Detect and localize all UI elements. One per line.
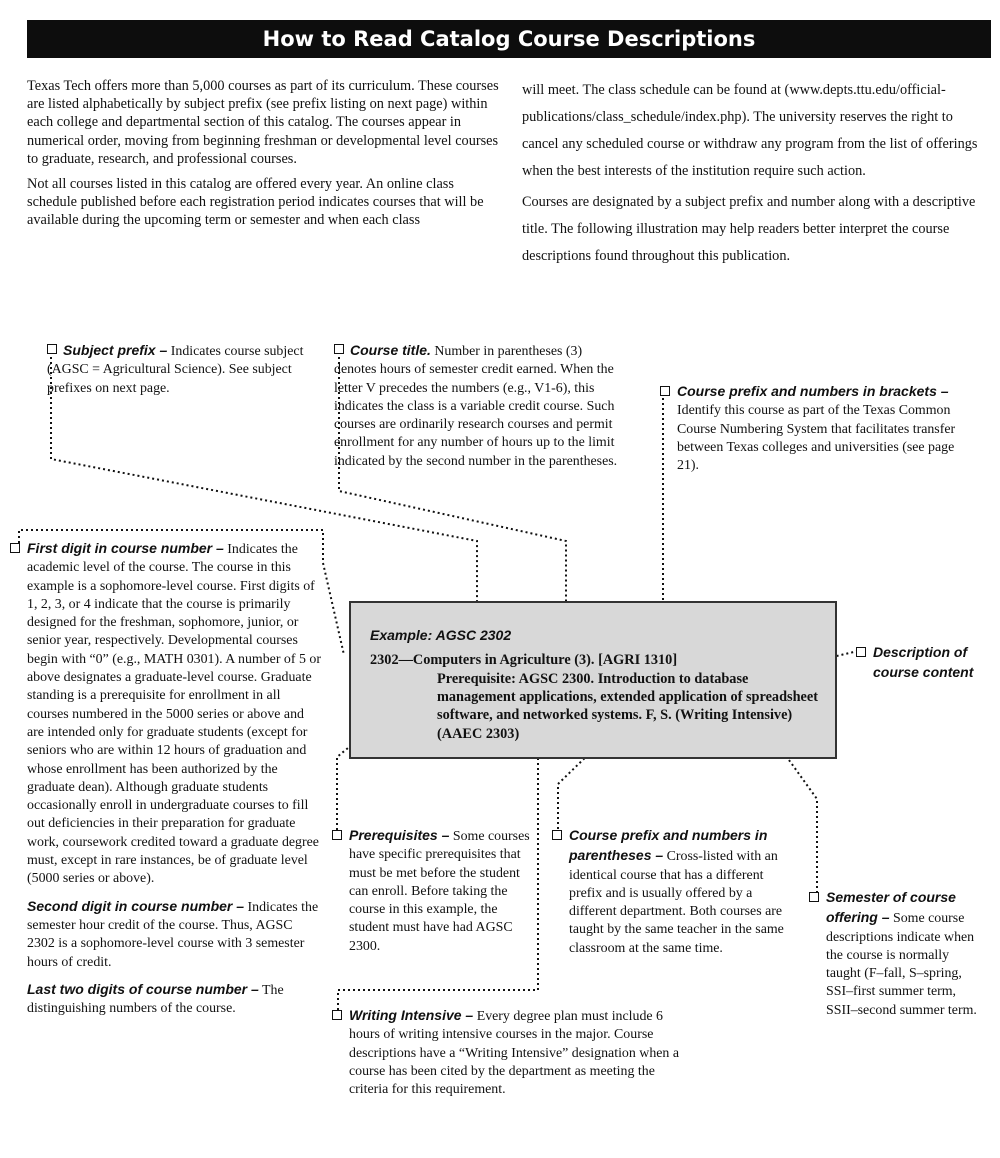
example-title: Example: AGSC 2302 xyxy=(370,627,512,643)
square-bullet-icon xyxy=(334,344,344,354)
annotation-brackets xyxy=(677,382,977,475)
annotation-text: Identify this course as part of the Texas Common Course Numbering System that facilitates transfer between Texas colleges and universities (see page 21). xyxy=(677,403,956,474)
annotation-heading: Writing Intensive – xyxy=(349,1007,474,1023)
square-bullet-icon xyxy=(332,1010,342,1020)
square-bullet-icon xyxy=(552,830,562,840)
intro-paragraph: Courses are designated by a subject prefix and number along with a descriptive title. The following illustration may help readers better interpret the course descriptions found throughout this publication. xyxy=(522,194,976,264)
square-bullet-icon xyxy=(660,386,670,396)
annotation-paragraph xyxy=(27,980,323,1019)
annotation-heading: First digit in course number – xyxy=(27,540,224,556)
annotation-paragraph xyxy=(27,539,323,889)
annotation-heading: Second digit in course number – xyxy=(27,897,245,914)
annotation-writing-intensive xyxy=(349,1006,679,1099)
annotation-paragraph xyxy=(27,897,323,972)
annotation-first-digit xyxy=(27,539,323,1026)
square-bullet-icon xyxy=(47,344,57,354)
annotation-subject-prefix xyxy=(47,341,317,398)
example-course-line: 2302—Computers in Agriculture (3). [AGRI 1310] xyxy=(370,652,678,668)
annotation-heading: Course prefix and numbers in brackets – xyxy=(677,383,949,399)
leader-parentheses xyxy=(558,750,593,834)
annotation-semester xyxy=(826,888,986,1020)
annotation-text: The distinguishing numbers of the course. xyxy=(27,982,284,1017)
square-bullet-icon xyxy=(809,892,819,902)
square-bullet-icon xyxy=(332,830,342,840)
annotation-prerequisites xyxy=(349,826,531,956)
annotation-parentheses xyxy=(569,826,795,958)
intro-paragraph: will meet. The class schedule can be found at (www.depts.ttu.edu/official-publications/class_schedule/index.php). The university reserves the right to cancel any scheduled course or withdraw any program from the list of offerings when the best interests of the institution require such action. xyxy=(522,82,978,179)
annotation-text: Some courses have specific prerequisites that must be met before the student can enroll. Before taking the course in this example, the student must have had AGSC 2300. xyxy=(349,829,530,954)
annotation-course-title xyxy=(334,341,628,471)
annotation-heading: Subject prefix – xyxy=(63,342,168,358)
annotation-heading: Prerequisites – xyxy=(349,827,450,843)
annotation-heading: Semester of course offering – xyxy=(826,889,956,926)
annotation-heading: Course prefix and numbers in parentheses – xyxy=(569,827,768,864)
annotation-heading: Description of course content xyxy=(873,644,974,681)
annotation-description xyxy=(873,643,985,684)
page-title: How to Read Catalog Course Descriptions xyxy=(27,20,991,58)
example-description: Prerequisite: AGSC 2300. Introduction to database management applications, extended application of spreadsheet software, and networked systems. F, S. (Writing Intensive) (AAEC 2303) xyxy=(437,671,818,742)
annotation-text: Indicates the academic level of the course. The course in this example is a sophomore-level course. First digits of 1, 2, 3, or 4 indicate that the course is primarily designed for the freshman, sophomore, junior, or senior year, respectively. Developmental courses begin with “0” (e.g., MATH 0301). A number of 5 or above designates a graduate-level course. Graduate standing is a prerequisite for enrollment in all courses numbered in the 5000 series or above and are intended only for graduate students (except for seniors who are within 12 hours of graduation and whose enrollment has been authorized by the graduate dean). Although graduate students occasionally enroll in undergraduate courses to fill out deficiencies in their preparation for graduate work, coursework credited toward a graduate degree must, except in rare instances, be of graduate level (5000 series or above). xyxy=(27,542,321,887)
intro-paragraph: Texas Tech offers more than 5,000 courses as part of its curriculum. These courses are listed alphabetically by subject prefix (see prefix listing on next page) within each college and departmental section of this catalog. The courses appear in numerical order, moving from beginning freshman or developmental level courses to graduate, research, and professional courses. xyxy=(27,78,499,167)
annotation-text: Indicates the semester hour credit of the course. Thus, AGSC 2302 is a sophomore-level course with 3 semester hours of credit. xyxy=(27,899,319,970)
square-bullet-icon xyxy=(10,543,20,553)
example-course-box xyxy=(349,601,837,759)
annotation-heading: Last two digits of course number – xyxy=(27,980,259,997)
intro-paragraph: Not all courses listed in this catalog are offered every year. An online class schedule published before each registration period indicates courses that will be available during the upcoming term or semester and when each class xyxy=(27,176,484,229)
annotation-text: Every degree plan must include 6 hours of writing intensive courses in the major. Course descriptions have a “Writing Intensive” designation when a course has been cited by the department as meeting the criteria for this requirement. xyxy=(349,1009,680,1098)
annotation-text: Indicates course subject (AGSC = Agricultural Science). See subject prefixes on next page. xyxy=(47,344,304,396)
square-bullet-icon xyxy=(856,647,866,657)
annotation-text: Cross-listed with an identical course that has a different prefix and is usually offered by a different department. Both courses are taught by the same teacher in the same classroom at the same time. xyxy=(569,849,784,956)
annotation-text: Number in parentheses (3) denotes hours of semester credit earned. When the letter V precedes the numbers (e.g., V1-6), this indicates the class is a variable credit course. Such courses are ordinarily research courses and permit enrollment for any number of hours up to the limit indicated by the second number in the parentheses. xyxy=(334,344,618,469)
annotation-text: Some course descriptions indicate when the course is normally taught (F–fall, S–spring, SSI–first summer term, SSII–second summer term. xyxy=(826,911,977,1018)
annotation-heading: Course title. xyxy=(350,342,431,358)
